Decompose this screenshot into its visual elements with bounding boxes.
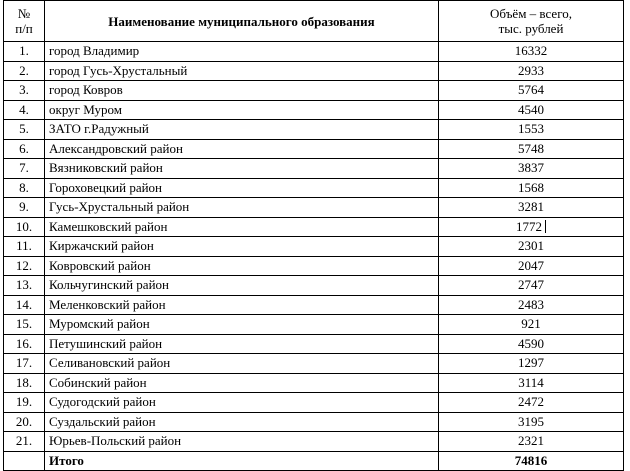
municipality-name: город Владимир: [45, 42, 439, 62]
volume-value[interactable]: 3195: [439, 412, 624, 432]
table-row[interactable]: [4, 61, 624, 81]
row-number: 12.: [4, 256, 45, 276]
municipality-name: Собинский район: [45, 373, 439, 393]
header-volume: Объём – всего, тыс. рублей: [439, 1, 624, 42]
table-row[interactable]: [4, 393, 624, 413]
municipality-name: Ковровский район: [45, 256, 439, 276]
volume-value[interactable]: 3114: [439, 373, 624, 393]
municipality-name: Судогодский район: [45, 393, 439, 413]
row-number: 5.: [4, 120, 45, 140]
table-row[interactable]: [4, 159, 624, 179]
row-number: 10.: [4, 217, 45, 237]
total-value: 74816: [439, 451, 624, 471]
municipality-name: Юрьев-Польский район: [45, 432, 439, 452]
volume-value[interactable]: 2472: [439, 393, 624, 413]
table-row[interactable]: [4, 412, 624, 432]
table-row[interactable]: [4, 295, 624, 315]
table-row[interactable]: [4, 334, 624, 354]
volume-value[interactable]: 2933: [439, 61, 624, 81]
row-number: 14.: [4, 295, 45, 315]
row-number: 21.: [4, 432, 45, 452]
table-row[interactable]: [4, 178, 624, 198]
row-number: 3.: [4, 81, 45, 101]
volume-value[interactable]: 1568: [439, 178, 624, 198]
row-number: 9.: [4, 198, 45, 218]
volume-value[interactable]: 4590: [439, 334, 624, 354]
row-number: 16.: [4, 334, 45, 354]
volume-value[interactable]: 1553: [439, 120, 624, 140]
volume-value[interactable]: 4540: [439, 100, 624, 120]
table-row[interactable]: [4, 81, 624, 101]
volume-value[interactable]: 2321: [439, 432, 624, 452]
municipality-name: Селивановский район: [45, 354, 439, 374]
table-row[interactable]: [4, 139, 624, 159]
volume-value[interactable]: 3837: [439, 159, 624, 179]
table-row[interactable]: [4, 217, 624, 237]
municipality-name: Гусь-Хрустальный район: [45, 198, 439, 218]
volume-value[interactable]: 921: [439, 315, 624, 335]
municipality-name: Вязниковский район: [45, 159, 439, 179]
municipality-name: Меленковский район: [45, 295, 439, 315]
row-number: 13.: [4, 276, 45, 296]
table-row[interactable]: [4, 198, 624, 218]
table-row[interactable]: [4, 100, 624, 120]
table-row[interactable]: [4, 42, 624, 62]
table-row[interactable]: [4, 432, 624, 452]
row-number: 15.: [4, 315, 45, 335]
header-municipality-name: Наименование муниципального образования: [45, 1, 439, 42]
municipality-name: Суздальский район: [45, 412, 439, 432]
row-number: 18.: [4, 373, 45, 393]
volume-value[interactable]: 5748: [439, 139, 624, 159]
volume-value[interactable]: 2747: [439, 276, 624, 296]
municipality-name: Киржачский район: [45, 237, 439, 257]
allocation-table: [3, 0, 624, 471]
row-number: 4.: [4, 100, 45, 120]
table-body: [4, 42, 624, 471]
municipality-name: Муромский район: [45, 315, 439, 335]
total-label: Итого: [45, 451, 439, 471]
table-row[interactable]: [4, 276, 624, 296]
municipality-name: Гороховецкий район: [45, 178, 439, 198]
row-number: 17.: [4, 354, 45, 374]
row-number: 8.: [4, 178, 45, 198]
municipality-name: Петушинский район: [45, 334, 439, 354]
text-cursor: [545, 220, 546, 233]
table-row[interactable]: [4, 120, 624, 140]
table-row[interactable]: [4, 373, 624, 393]
volume-value[interactable]: 2483: [439, 295, 624, 315]
total-row: [4, 451, 624, 471]
municipality-name: Александровский район: [45, 139, 439, 159]
row-number: 2.: [4, 61, 45, 81]
row-number: 6.: [4, 139, 45, 159]
volume-value[interactable]: 2301: [439, 237, 624, 257]
table-row[interactable]: [4, 354, 624, 374]
municipality-name: ЗАТО г.Радужный: [45, 120, 439, 140]
municipality-name: округ Муром: [45, 100, 439, 120]
row-number: 19.: [4, 393, 45, 413]
table-row[interactable]: [4, 237, 624, 257]
row-number: 20.: [4, 412, 45, 432]
volume-value[interactable]: 5764: [439, 81, 624, 101]
header-number: № п/п: [4, 1, 45, 42]
table-row[interactable]: [4, 315, 624, 335]
volume-value[interactable]: 3281: [439, 198, 624, 218]
total-number: [4, 451, 45, 471]
row-number: 1.: [4, 42, 45, 62]
volume-value[interactable]: 2047: [439, 256, 624, 276]
municipality-name: Кольчугинский район: [45, 276, 439, 296]
municipality-name: Камешковский район: [45, 217, 439, 237]
table-row[interactable]: [4, 256, 624, 276]
volume-value[interactable]: 16332: [439, 42, 624, 62]
municipality-name: город Гусь-Хрустальный: [45, 61, 439, 81]
volume-value[interactable]: 1297: [439, 354, 624, 374]
table-header-row: [4, 1, 624, 42]
volume-value[interactable]: 1772: [439, 217, 624, 237]
row-number: 7.: [4, 159, 45, 179]
row-number: 11.: [4, 237, 45, 257]
municipality-name: город Ковров: [45, 81, 439, 101]
